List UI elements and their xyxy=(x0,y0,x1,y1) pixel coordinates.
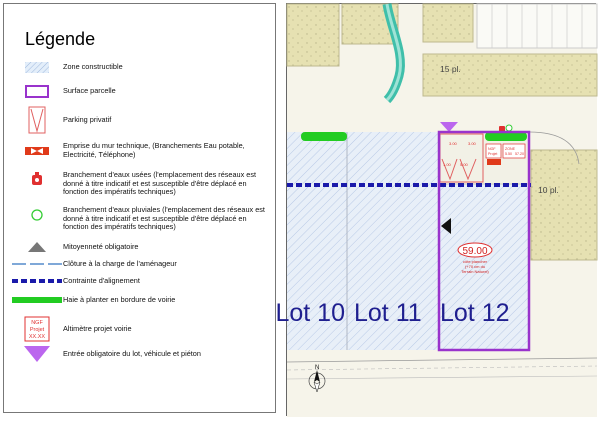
legend-item-altimetre xyxy=(4,316,275,342)
mur-technique-symbol xyxy=(19,141,55,161)
legend-item-zone-constructible xyxy=(4,61,275,73)
legend-item-mur-technique xyxy=(4,141,275,161)
parking-label-10: 10 pl. xyxy=(538,185,559,195)
legend-label-entree: Entrée obligatoire du lot, véhicule et piéton xyxy=(63,349,201,358)
altimetre-line-3: XX.XX xyxy=(28,334,46,340)
parking-privatif-symbol xyxy=(19,105,55,135)
legend-label-surface: Surface parcelle xyxy=(63,86,116,95)
legend-item-haie xyxy=(4,294,275,306)
site-plan-map xyxy=(275,3,596,416)
lot12-parking-dim-1: 3.00 xyxy=(449,141,457,146)
map-mark-5-50: 5.50 xyxy=(505,152,512,156)
legend-item-eaux-pluviales xyxy=(4,204,275,234)
lot12-parking-dim-3: 1.00 xyxy=(443,162,451,167)
lot12-parking-dim-2: 3.00 xyxy=(468,141,476,146)
legend-label-mitoyennete: Mitoyenneté obligatoire xyxy=(63,242,139,251)
legend-label-cloture: Clôture à la charge de l'aménageur xyxy=(63,259,177,268)
mitoyennete-triangle-icon xyxy=(19,240,55,254)
legend-item-mitoyennete xyxy=(4,240,275,254)
map-mark-zone: ZONE xyxy=(505,147,515,151)
legend-item-alignement xyxy=(4,275,275,287)
legend-label-eaux-usees: Branchement d'eaux usées (l'emplacement des réseaux est donné à titre indicatif et est susceptible d'être déplacé en fonction des impératifs techniques) xyxy=(63,170,257,197)
lot-10-label: Lot 10 xyxy=(275,299,345,327)
legend-panel xyxy=(3,3,276,413)
map-mark-ngf: NGF xyxy=(488,147,496,151)
lot-12-label: Lot 12 xyxy=(440,299,510,327)
legend-label-eaux-pluviales: Branchement d'eaux pluviales (l'emplacement des réseaux est donné à titre indicatif et est susceptible d'être déplacé en fonction des impératifs techniques) xyxy=(63,205,265,232)
lot-11-label: Lot 11 xyxy=(354,299,422,327)
map-mur-technique xyxy=(487,159,501,165)
zone-constructible-swatch xyxy=(19,61,55,73)
legend-item-surface-parcelle xyxy=(4,84,275,98)
eaux-pluviales-icon xyxy=(19,208,55,222)
surface-parcelle-rect xyxy=(19,84,55,98)
cloture-line xyxy=(12,258,62,270)
altimetre-line-2: Projet xyxy=(29,327,45,333)
entree-triangle-icon xyxy=(19,344,55,364)
legend-label-emprise: Emprise du mur technique, (Branchements Eau potable, Electricité, Téléphone) xyxy=(63,141,245,159)
hedge-right xyxy=(485,132,527,141)
map-mark-projet: Projet xyxy=(488,152,498,156)
altimetre-box xyxy=(19,316,55,342)
alignement-dashed-line xyxy=(12,275,62,287)
hedge-left xyxy=(301,132,347,141)
legend-item-eaux-usees xyxy=(4,168,275,198)
altitude-value: 59.00 xyxy=(462,246,488,257)
map-eaux-pluviales-icon xyxy=(506,125,512,131)
legend-label-zone: Zone constructible xyxy=(63,62,123,71)
legend-label-alignement: Contrainte d'alignement xyxy=(63,276,140,285)
legend-item-entree xyxy=(4,344,275,364)
legend-label-parking: Parking privatif xyxy=(63,115,112,124)
legend-label-haie: Haie à planter en bordure de voirie xyxy=(63,295,176,304)
lot12-parking-dim-4: 5.00 xyxy=(460,162,468,167)
eaux-usees-icon xyxy=(19,172,55,186)
map-mark-57-20: 57.20 xyxy=(515,152,524,156)
altitude-caption-1: côte plancher xyxy=(462,259,488,264)
haie-green-bar xyxy=(12,294,62,306)
parking-label-15: 15 pl. xyxy=(440,64,461,74)
north-label: N xyxy=(315,365,320,371)
legend-item-cloture xyxy=(4,258,275,270)
altimetre-line-1: NGF xyxy=(31,320,43,326)
legend-title: Légende xyxy=(25,29,96,49)
legend-label-altimetre: Altimètre projet voirie xyxy=(63,324,132,333)
altitude-caption-2: (+70 cm du xyxy=(464,264,486,269)
altitude-caption-3: Terrain Naturel) xyxy=(461,269,489,274)
legend-item-parking-privatif xyxy=(4,105,275,135)
